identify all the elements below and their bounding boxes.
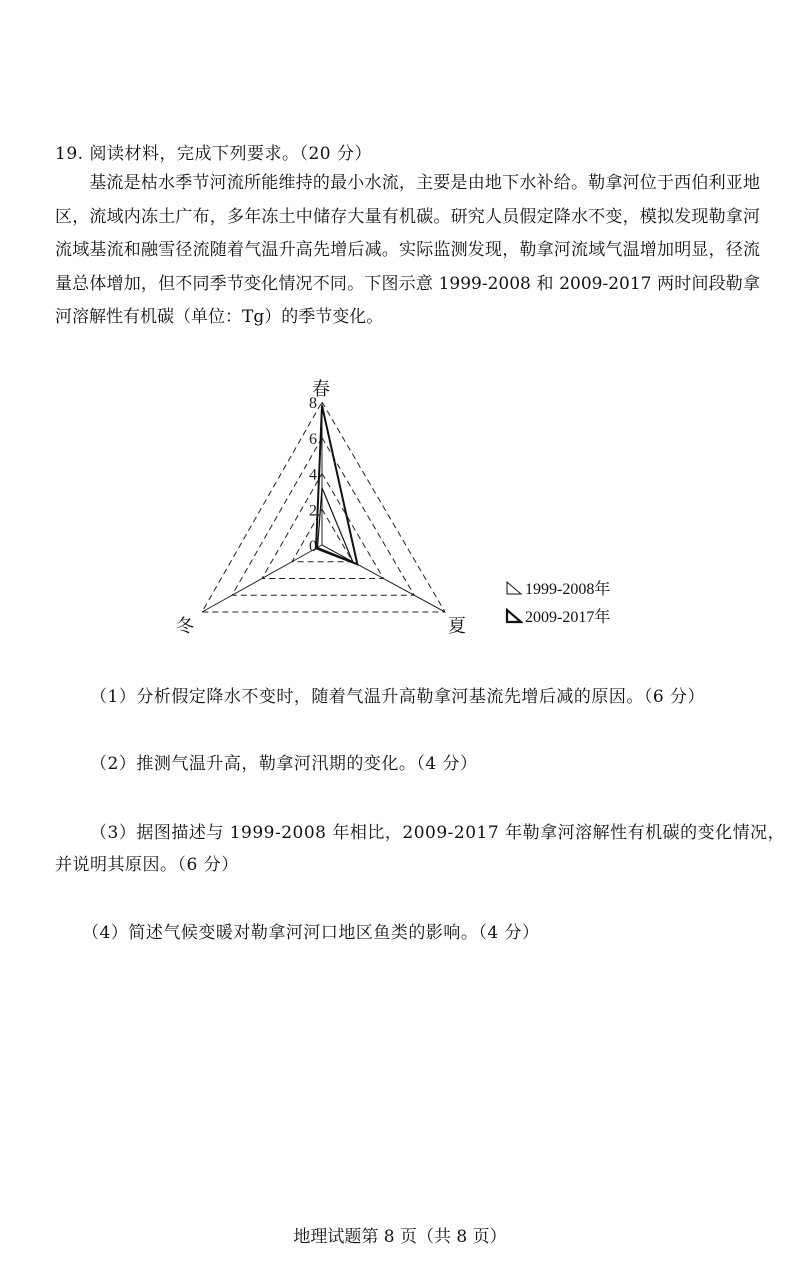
thick-triangle-icon	[505, 608, 523, 624]
sub-question-3: （3）据图描述与 1999-2008 年相比，2009-2017 年勒拿河溶解性有机碳的变化情况，	[90, 823, 786, 843]
grid-triangle	[202, 402, 445, 612]
axis-label-summer: 夏	[448, 616, 466, 637]
sub-question-3-cont: 并说明其原因。（6 分）	[55, 855, 239, 875]
tick-label: 0	[309, 538, 317, 555]
page-footer: 地理试题第 8 页（共 8 页）	[293, 1227, 507, 1247]
legend-label: 1999-2008年	[525, 581, 611, 598]
sub-question-2: （2）推测气温升高，勒拿河汛期的变化。（4 分）	[90, 754, 478, 774]
question-title: 19. 阅读材料，完成下列要求。（20 分）	[55, 144, 372, 164]
legend-label: 2009-2017年	[525, 609, 611, 626]
tick-label: 4	[309, 466, 317, 484]
thin-triangle-icon	[505, 580, 523, 596]
sub-question-1: （1）分析假定降水不变时，随着气温升高勒拿河基流先增后减的原因。（6 分）	[90, 687, 706, 707]
tick-label: 6	[309, 430, 317, 448]
tick-label: 2	[309, 502, 317, 520]
material-body: 基流是枯水季节河流所能维持的最小水流，主要是由地下水补给。勒拿河位于西伯利亚地区，流域内冻土广布，多年冻土中储存大量有机碳。研究人员假定降水不变，模拟发现勒拿河流域基流和融雪径流随着气温升高先增后减。实际监测发现，勒拿河流域气温增加明显，径流量总体增加，但不同季节变化情况不同。下图示意 1999-2008 和 2009-2017 两时间段勒拿河溶解性有机碳（单位：Tg）的季节变化。	[55, 173, 760, 327]
sub-question-4: （4）简述气候变暖对勒拿河河口地区鱼类的影响。（4 分）	[82, 923, 540, 943]
legend-item-2	[505, 604, 610, 627]
tick-label: 8	[309, 395, 317, 412]
axis-label-winter: 冬	[176, 616, 194, 637]
legend-item-1	[505, 576, 610, 599]
grid-triangle	[232, 438, 414, 596]
axis-label-spring: 春	[312, 379, 330, 400]
